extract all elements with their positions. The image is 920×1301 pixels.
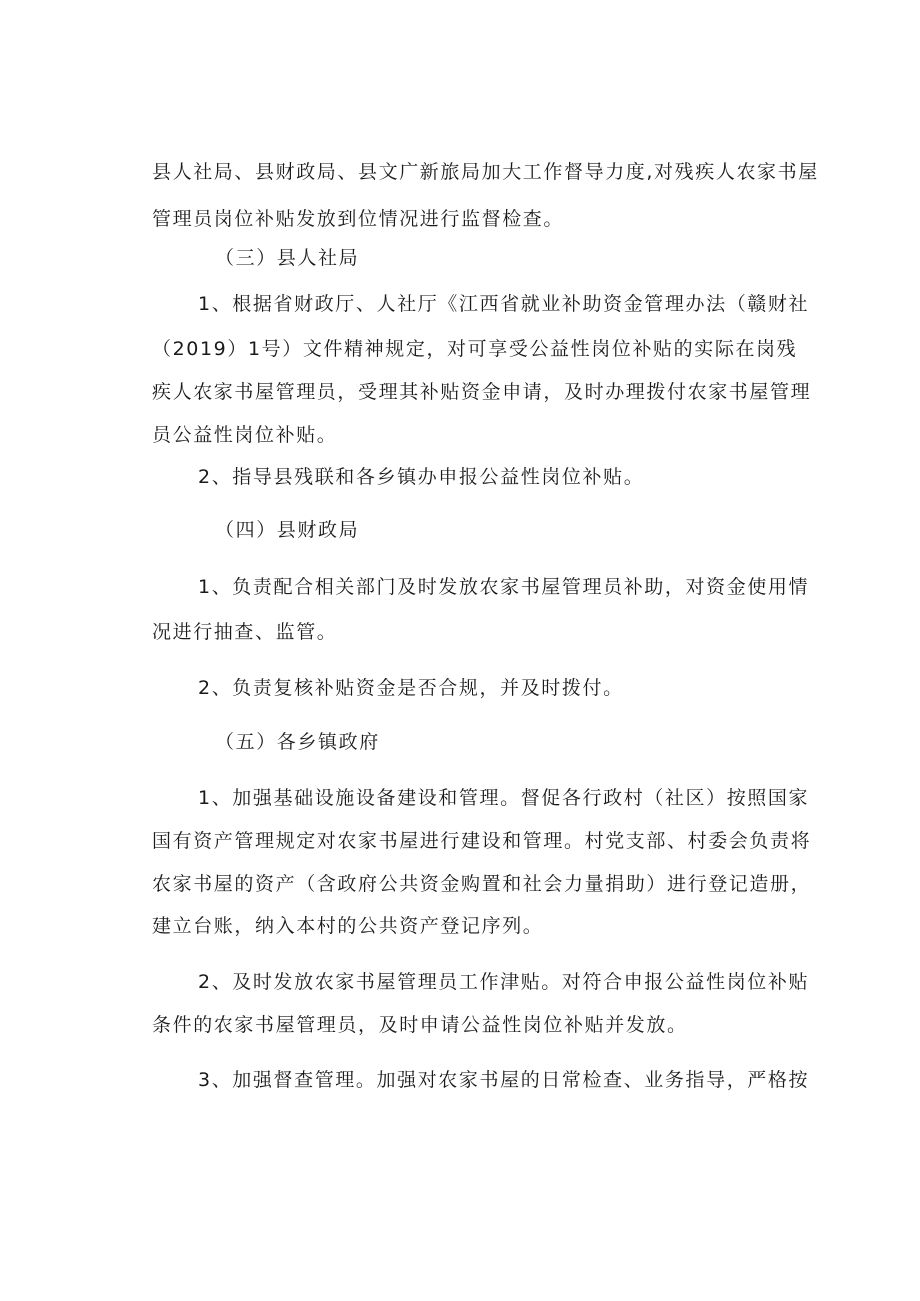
- text-line: 疾人农家书屋管理员，受理其补贴资金申请，及时办理拨付农家书屋管理: [152, 381, 812, 403]
- text-line: （2019）1号）文件精神规定，对可享受公益性岗位补贴的实际在岗残: [152, 338, 798, 360]
- text-line: 建立台账，纳入本村的公共资产登记序列。: [152, 915, 544, 937]
- text-line: 2、指导县残联和各乡镇办申报公益性岗位补贴。: [198, 466, 645, 488]
- text-line: 县人社局、县财政局、县文广新旅局加大工作督导力度,对残疾人农家书屋: [152, 161, 819, 183]
- section-heading-3: （三）县人社局: [215, 247, 360, 269]
- text-line: 2、负责复核补贴资金是否合规，并及时拨付。: [198, 677, 624, 699]
- section-heading-4: （四）县财政局: [215, 519, 360, 541]
- text-line: 1、根据省财政厅、人社厅《江西省就业补助资金管理办法（赣财社: [198, 293, 810, 315]
- text-line: 1、负责配合相关部门及时发放农家书屋管理员补助，对资金使用情: [198, 576, 810, 598]
- section-heading-5: （五）各乡镇政府: [215, 731, 380, 753]
- text-line: 员公益性岗位补贴。: [152, 424, 338, 446]
- text-line: 2、及时发放农家书屋管理员工作津贴。对符合申报公益性岗位补贴: [198, 971, 810, 993]
- text-line: 管理员岗位补贴发放到位情况进行监督检查。: [152, 208, 565, 230]
- text-line: 3、加强督查管理。加强对农家书屋的日常检查、业务指导，严格按: [198, 1069, 810, 1091]
- text-line: 国有资产管理规定对农家书屋进行建设和管理。村党支部、村委会负责将: [152, 830, 812, 852]
- text-line: 1、加强基础设施设备建设和管理。督促各行政村（社区）按照国家: [198, 787, 810, 809]
- text-line: 农家书屋的资产（含政府公共资金购置和社会力量捐助）进行登记造册，: [152, 873, 812, 895]
- text-line: 况进行抽查、监管。: [152, 621, 338, 643]
- text-line: 条件的农家书屋管理员，及时申请公益性岗位补贴并发放。: [152, 1014, 688, 1036]
